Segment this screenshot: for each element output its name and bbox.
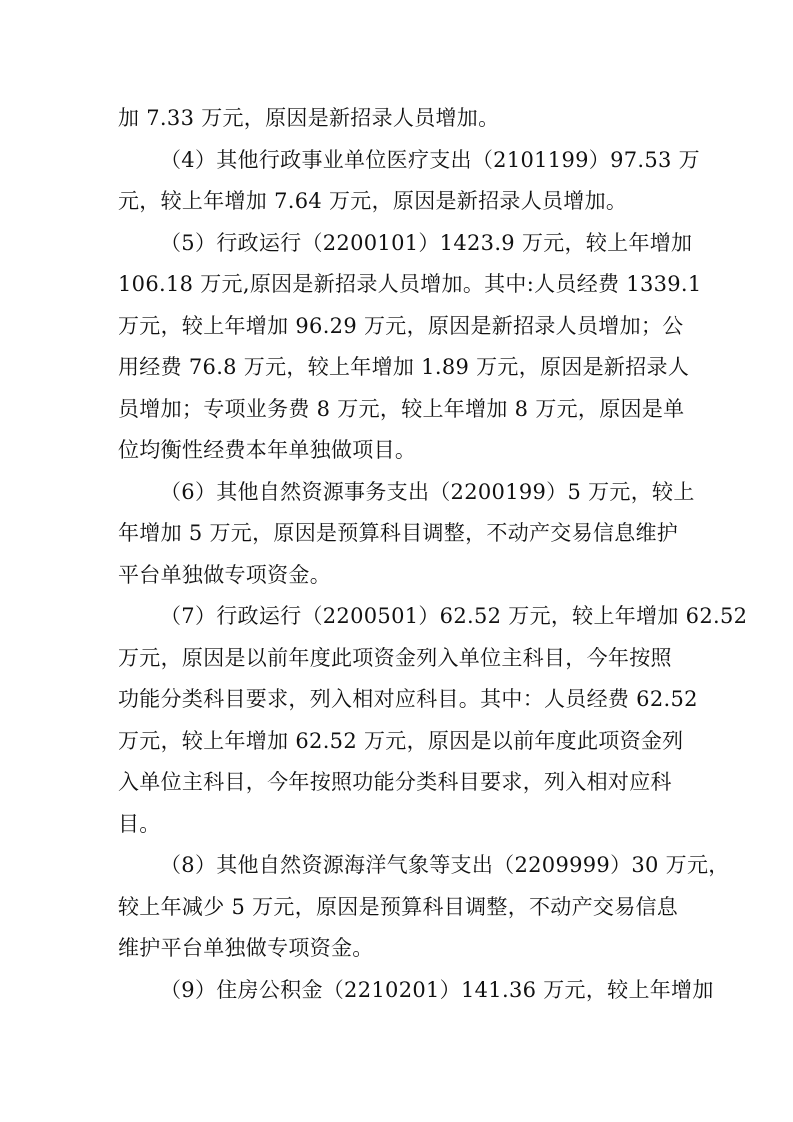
item-4-heading-line: （4）其他行政事业单位医疗支出（2101199）97.53 万 bbox=[160, 148, 700, 172]
text-line-14: 万元，原因是以前年度此项资金列入单位主科目，今年按照 bbox=[118, 646, 672, 670]
item-6-heading-line: （6）其他自然资源事务支出（2200199）5 万元，较上 bbox=[160, 480, 695, 504]
text-line-17: 入单位主科目，今年按照功能分类科目要求，列入相对应科 bbox=[118, 770, 672, 794]
text-line-8: 员增加；专项业务费 8 万元，较上年增加 8 万元，原因是单 bbox=[118, 397, 685, 421]
text-line-18: 目。 bbox=[118, 812, 161, 836]
item-9-heading-line: （9）住房公积金（2210201）141.36 万元，较上年增加 bbox=[160, 978, 714, 1002]
text-line-7: 用经费 76.8 万元，较上年增加 1.89 万元，原因是新招录人 bbox=[118, 355, 690, 379]
item-7-heading-line: （7）行政运行（2200501）62.52 万元，较上年增加 62.52 bbox=[160, 604, 748, 628]
text-line-11: 年增加 5 万元，原因是预算科目调整，不动产交易信息维护 bbox=[118, 521, 679, 545]
text-line-20: 较上年减少 5 万元，原因是预算科目调整，不动产交易信息 bbox=[118, 895, 679, 919]
text-line-9: 位均衡性经费本年单独做项目。 bbox=[118, 438, 417, 462]
item-8-heading-line: （8）其他自然资源海洋气象等支出（2209999）30 万元， bbox=[160, 853, 730, 877]
text-line-15: 功能分类科目要求，列入相对应科目。其中：人员经费 62.52 bbox=[118, 687, 698, 711]
text-line-3: 元，较上年增加 7.64 万元，原因是新招录人员增加。 bbox=[118, 189, 628, 213]
text-line-6: 万元，较上年增加 96.29 万元，原因是新招录人员增加；公 bbox=[118, 314, 684, 338]
text-line-16: 万元，较上年增加 62.52 万元，原因是以前年度此项资金列 bbox=[118, 729, 684, 753]
item-5-heading-line: （5）行政运行（2200101）1423.9 万元，较上年增加 bbox=[160, 231, 693, 255]
text-line-1: 加 7.33 万元，原因是新招录人员增加。 bbox=[118, 106, 500, 130]
text-line-12: 平台单独做专项资金。 bbox=[118, 563, 331, 587]
text-line-21: 维护平台单独做专项资金。 bbox=[118, 936, 374, 960]
text-line-5: 106.18 万元,原因是新招录人员增加。其中:人员经费 1339.1 bbox=[118, 272, 702, 296]
